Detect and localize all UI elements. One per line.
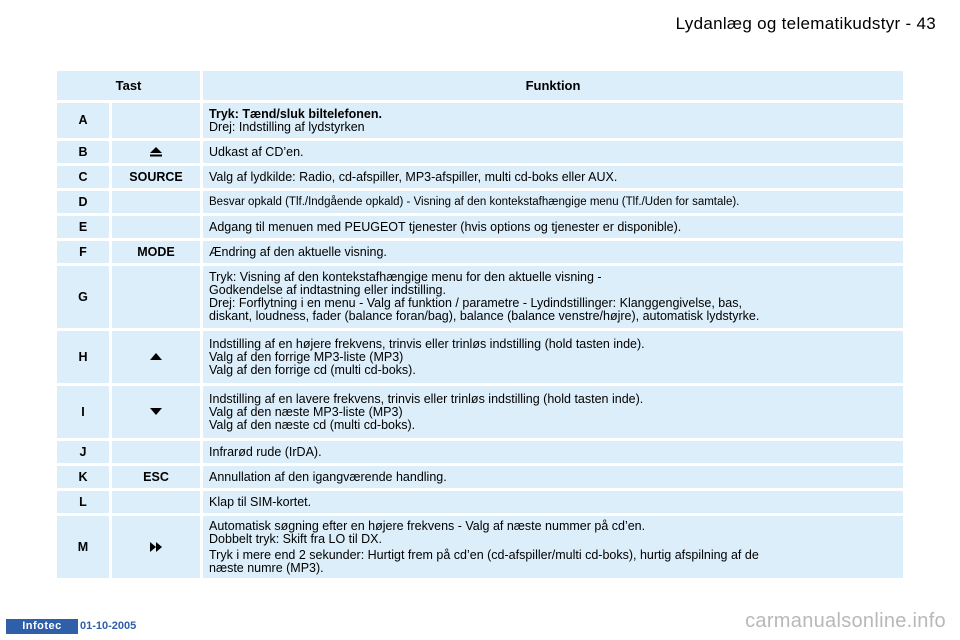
row-function — [203, 466, 903, 488]
row-function — [203, 141, 903, 163]
function-text-line: Tryk: Tænd/sluk biltelefonen. — [209, 106, 382, 121]
row-function — [203, 516, 903, 578]
function-text-line: Tryk i mere end 2 sekunder: Hurtigt frem på cd’en (cd-afspiller/multi cd-boks), hurtig afspilning af de — [209, 547, 759, 562]
column-header-function: Funktion — [203, 71, 903, 100]
fast-forward-icon — [150, 540, 162, 554]
function-text-line: Ændring af den aktuelle visning. — [209, 244, 387, 259]
function-text-line: Infrarød rude (IrDA). — [209, 444, 322, 459]
row-key-letter: J — [57, 441, 112, 463]
table-row — [57, 491, 903, 513]
row-function — [203, 266, 903, 328]
footer-date: 01-10-2005 — [80, 620, 137, 632]
row-function — [203, 191, 903, 213]
row-key-label — [112, 216, 203, 238]
function-text-line: Indstilling af en højere frekvens, trinvis eller trinløs indstilling (hold tasten inde). — [209, 336, 645, 351]
row-key-label — [112, 441, 203, 463]
function-text-line: næste numre (MP3). — [209, 560, 324, 575]
function-text-line: Drej: Forflytning i en menu - Valg af funktion / parametre - Lydindstillinger: Klanggengivelse, bas, — [209, 296, 742, 310]
row-function — [203, 331, 903, 383]
row-key-letter: I — [57, 386, 112, 438]
function-text-line: Adgang til menuen med PEUGEOT tjenester (hvis options og tjenester er disponible). — [209, 219, 682, 234]
table-row — [57, 166, 903, 188]
row-key-letter: G — [57, 266, 112, 328]
row-function — [203, 216, 903, 238]
row-function — [203, 491, 903, 513]
table-row — [57, 241, 903, 263]
table-row — [57, 141, 903, 163]
table-row — [57, 216, 903, 238]
function-text-line: Godkendelse af indtastning eller indstilling. — [209, 283, 446, 297]
table-row — [57, 386, 903, 438]
row-key-label — [112, 103, 203, 138]
row-key-letter: F — [57, 241, 112, 263]
row-key-label: MODE — [112, 241, 203, 263]
function-text-line: Valg af lydkilde: Radio, cd-afspiller, MP3-afspiller, multi cd-boks eller AUX. — [209, 169, 618, 184]
function-text-line: Udkast af CD’en. — [209, 144, 304, 159]
row-key-letter: D — [57, 191, 112, 213]
table-row — [57, 516, 903, 578]
row-key-letter: H — [57, 331, 112, 383]
function-text-line: Valg af den næste cd (multi cd-boks). — [209, 417, 416, 432]
table-row — [57, 191, 903, 213]
column-header-key: Tast — [57, 71, 203, 100]
table-body — [57, 103, 903, 578]
table-row — [57, 103, 903, 138]
row-key-label: ESC — [112, 466, 203, 488]
table-row — [57, 266, 903, 328]
function-text-line: Automatisk søgning efter en højere frekvens - Valg af næste nummer på cd’en. — [209, 518, 646, 533]
function-text-line: Indstilling af en lavere frekvens, trinvis eller trinløs indstilling (hold tasten inde). — [209, 391, 644, 406]
function-text-line: Klap til SIM-kortet. — [209, 494, 312, 509]
row-function — [203, 166, 903, 188]
row-function — [203, 241, 903, 263]
row-key-label — [112, 516, 203, 578]
row-key-label — [112, 266, 203, 328]
table-row — [57, 331, 903, 383]
row-key-letter: K — [57, 466, 112, 488]
function-text-line: Drej: Indstilling af lydstyrken — [209, 119, 365, 134]
infotec-logo: Infotec — [6, 619, 78, 634]
table-row — [57, 441, 903, 463]
key-function-table — [57, 68, 903, 581]
row-key-label — [112, 331, 203, 383]
up-arrow-icon — [150, 350, 162, 364]
table-row — [57, 466, 903, 488]
function-text-line: Tryk: Visning af den kontekstafhængige menu for den aktuelle visning - — [209, 270, 602, 284]
row-function — [203, 386, 903, 438]
row-function — [203, 441, 903, 463]
table-header-row — [57, 71, 903, 100]
function-text-line: diskant, loudness, fader (balance foran/bag), balance (balance venstre/højre), automatisk lydstyrke. — [209, 309, 760, 323]
row-key-letter: C — [57, 166, 112, 188]
row-function — [203, 103, 903, 138]
row-key-label — [112, 386, 203, 438]
eject-icon — [148, 145, 164, 159]
row-key-letter: B — [57, 141, 112, 163]
row-key-label — [112, 491, 203, 513]
row-key-label: SOURCE — [112, 166, 203, 188]
down-arrow-icon — [150, 405, 162, 419]
function-text-line: Dobbelt tryk: Skift fra LO til DX. — [209, 531, 382, 546]
row-key-label — [112, 191, 203, 213]
page-title: Lydanlæg og telematikudstyr - 43 — [675, 14, 936, 33]
function-text-line: Annullation af den igangværende handling. — [209, 469, 447, 484]
function-text-line: Valg af den forrige MP3-liste (MP3) — [209, 349, 404, 364]
row-key-letter: L — [57, 491, 112, 513]
function-text-line: Valg af den forrige cd (multi cd-boks). — [209, 362, 416, 377]
function-text-line: Valg af den næste MP3-liste (MP3) — [209, 404, 403, 419]
row-key-letter: A — [57, 103, 112, 138]
watermark: carmanualsonline.info — [745, 610, 946, 632]
function-text-line: Besvar opkald (Tlf./Indgående opkald) - Visning af den kontekstafhængige menu (Tlf./Uden for samtale). — [209, 195, 740, 208]
row-key-label — [112, 141, 203, 163]
row-key-letter: M — [57, 516, 112, 578]
row-key-letter: E — [57, 216, 112, 238]
